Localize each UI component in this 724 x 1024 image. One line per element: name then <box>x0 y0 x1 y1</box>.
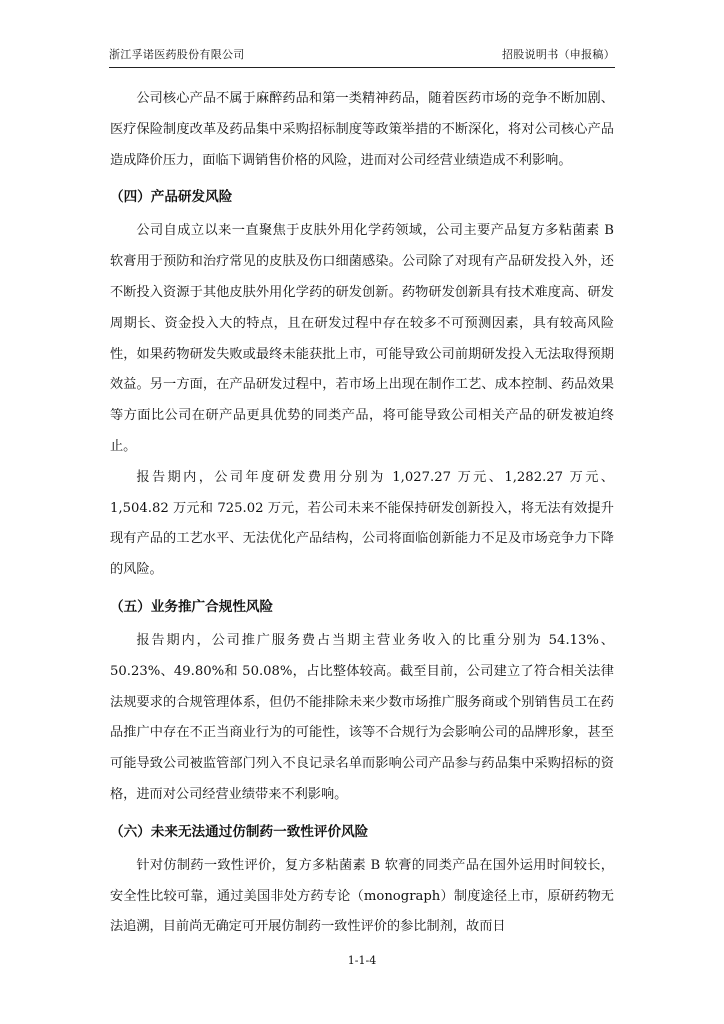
header-company-name: 浙江孚诺医药股份有限公司 <box>109 48 245 61</box>
header-divider <box>109 67 615 68</box>
section-heading-rd-risk: （四）产品研发风险 <box>110 189 233 206</box>
page-header <box>109 46 615 66</box>
paragraph-rd-risk-1: 公司自成立以来一直聚焦于皮肤外用化学药领域，公司主要产品复方多粘菌素 B 软膏用于预防和治疗常见的皮肤及伤口细菌感染。公司除了对现有产品研发投入外，还不断投入资源于其他皮肤外用化学药的研发创新。药物研发创新具有技术难度高、研发周期长、资金投入大的特点，且在研发过程中存在较多不可预测因素，具有较高风险性，如果药物研发失败或最终未能获批上市，可能导致公司前期研发投入无法取得预期效益。另一方面，在产品研发过程中，若市场上出现在制作工艺、成本控制、药品效果等方面比公司在研产品更具优势的同类产品，将可能导致公司相关产品的研发被迫终止。 <box>110 223 614 454</box>
section-heading-compliance-risk: （五）业务推广合规性风险 <box>110 598 274 615</box>
paragraph-rd-risk-2: 报告期内，公司年度研发费用分别为 1,027.27 万元、1,282.27 万元、1,504.82 万元和 725.02 万元，若公司未来不能保持研发创新投入，将无法有效提升现有产品的工艺水平、无法优化产品结构，公司将面临创新能力不足及市场竞争力下降的风险。 <box>110 469 614 578</box>
document-body <box>110 84 614 943</box>
header-document-type: 招股说明书（申报稿） <box>502 48 615 61</box>
paragraph-compliance-risk: 报告期内，公司推广服务费占当期主营业务收入的比重分别为 54.13%、50.23%、49.80%和 50.08%，占比整体较高。截至目前，公司建立了符合相关法律法规要求的合规管理体系，但仍不能排除未来少数市场推广服务商或个别销售员工在药品推广中存在不正当商业行为的可能性，该等不合规行为会影响公司的品牌形象，甚至可能导致公司被监管部门列入不良记录名单而影响公司产品参与药品集中采购招标的资格，进而对公司经营业绩带来不利影响。 <box>110 632 614 802</box>
section-heading-consistency-evaluation-risk: （六）未来无法通过仿制药一致性评价风险 <box>110 823 369 840</box>
page-number: 1-1-4 <box>347 954 377 967</box>
paragraph-consistency-evaluation-risk: 针对仿制药一致性评价，复方多粘菌素 B 软膏的同类产品在国外运用时间较长，安全性比较可靠，通过美国非处方药专论（monograph）制度途径上市，原研药物无法追溯，目前尚无确定可开展仿制药一致性评价的参比制剂，故而日 <box>110 857 614 935</box>
paragraph-core-product-risk: 公司核心产品不属于麻醉药品和第一类精神药品，随着医药市场的竞争不断加剧、医疗保险制度改革及药品集中采购招标制度等政策举措的不断深化，将对公司核心产品造成降价压力，面临下调销售价格的风险，进而对公司经营业绩造成不利影响。 <box>110 91 614 168</box>
